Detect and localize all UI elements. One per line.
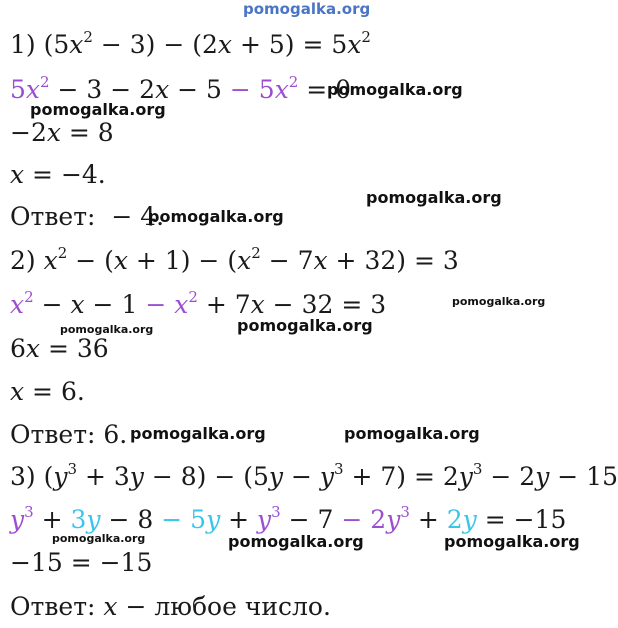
expression-text: − 5 (161, 505, 207, 534)
solution-line (10, 334, 109, 364)
watermark: pomogalka.org (452, 295, 546, 308)
expression-text: + 5) = 5 (232, 30, 348, 59)
expression-text: − 15 (549, 462, 618, 491)
expression-text: − 32 = 3 (264, 290, 387, 319)
variable: x (10, 290, 25, 319)
expression-text: − 3 − 2 (49, 75, 156, 104)
expression-text: − 8 (100, 505, 162, 534)
variable: x (313, 246, 328, 275)
expression-text: = 8 (60, 118, 114, 147)
variable: x (347, 30, 362, 59)
expression-text: 1) (5 (10, 30, 70, 59)
expression-text: 2 (446, 505, 463, 534)
variable: x (155, 75, 170, 104)
exponent: 2 (83, 28, 93, 46)
exponent: 3 (67, 460, 78, 478)
variable: x (70, 290, 85, 319)
variable: y (462, 505, 477, 534)
solution-line (10, 505, 566, 535)
variable: x (217, 30, 233, 59)
watermark: pomogalka.org (237, 316, 373, 335)
expression-text: 6 (10, 334, 26, 363)
variable: x (10, 377, 25, 406)
solution-line (10, 548, 152, 578)
variable: x (250, 290, 265, 319)
expression-text: − (283, 462, 320, 491)
expression-text: − 1 (84, 290, 146, 319)
expression-text: − 2 (341, 505, 387, 534)
expression-text: 3) ( (10, 462, 54, 491)
expression-text: − (145, 290, 175, 319)
expression-text: − 5 (229, 75, 275, 104)
expression-text: + (33, 505, 71, 534)
expression-text: −2 (10, 118, 47, 147)
expression-text: + (220, 505, 258, 534)
expression-text: = 0 (298, 75, 352, 104)
watermark: pomogalka.org (130, 424, 266, 443)
exponent: 3 (271, 503, 281, 521)
variable: y (268, 462, 284, 491)
variable: y (458, 462, 473, 491)
watermark: pomogalka.org (148, 207, 284, 226)
solution-line (10, 377, 85, 407)
exponent: 2 (24, 288, 34, 306)
exponent: 3 (334, 460, 344, 478)
watermark: pomogalka.org (444, 532, 580, 551)
solution-line (10, 462, 618, 492)
expression-text: + 1) − ( (127, 246, 238, 275)
exponent: 2 (40, 73, 50, 91)
variable: x (113, 246, 128, 275)
exponent: 3 (24, 503, 34, 521)
expression-text: = −15 (476, 505, 567, 534)
variable: y (257, 505, 272, 534)
variable: x (69, 30, 84, 59)
expression-text: − ( (67, 246, 114, 275)
exponent: 2 (251, 244, 261, 262)
variable: x (25, 75, 41, 104)
watermark: pomogalka.org (52, 532, 146, 545)
variable: x (43, 246, 58, 275)
solution-line (10, 118, 114, 148)
watermark: pomogalka.org (327, 80, 463, 99)
exponent: 3 (400, 503, 410, 521)
watermark: pomogalka.org (228, 532, 364, 551)
watermark: pomogalka.org (366, 188, 502, 207)
watermark-top: pomogalka.org (243, 0, 371, 18)
variable: y (129, 462, 144, 491)
answer-line (10, 420, 127, 450)
watermark: pomogalka.org (60, 323, 154, 336)
expression-text: = 6. (24, 377, 85, 406)
expression-text: − 5 (169, 75, 230, 104)
watermark: pomogalka.org (30, 100, 166, 119)
solution-line (10, 246, 459, 276)
solution-line (10, 160, 106, 190)
answer-line (10, 592, 331, 622)
expression-text: 5 (10, 75, 26, 104)
variable: x (274, 75, 289, 104)
variable: y (386, 505, 401, 534)
variable: x (25, 334, 41, 363)
expression-text: − 3) − (2 (92, 30, 218, 59)
variable: y (535, 462, 550, 491)
variable: x (237, 246, 252, 275)
expression-text: − 2 (482, 462, 536, 491)
expression-text: −15 = −15 (10, 548, 153, 577)
exponent: 2 (57, 244, 68, 262)
variable: x (46, 118, 61, 147)
exponent: 2 (288, 73, 299, 91)
watermark: pomogalka.org (344, 424, 480, 443)
variable: y (319, 462, 334, 491)
exponent: 2 (361, 28, 371, 46)
expression-text: − 7 (280, 505, 342, 534)
exponent: 3 (472, 460, 483, 478)
expression-text: Ответ: (10, 592, 104, 621)
expression-text: − 7 (260, 246, 314, 275)
solution-line (10, 30, 371, 60)
expression-text: = −4. (24, 160, 106, 189)
variable: y (53, 462, 68, 491)
variable: y (86, 505, 101, 534)
variable: y (206, 505, 221, 534)
expression-text: + 7 (197, 290, 251, 319)
variable: y (10, 505, 25, 534)
expression-text: 2) (10, 246, 44, 275)
variable: x (10, 160, 25, 189)
expression-text: + 7) = 2 (343, 462, 459, 491)
variable: x (103, 592, 118, 621)
expression-text: Ответ: 6. (10, 420, 128, 449)
exponent: 2 (188, 288, 198, 306)
expression-text: + 3 (77, 462, 130, 491)
expression-text: − (33, 290, 71, 319)
expression-text: 3 (70, 505, 87, 534)
answer-line (10, 202, 164, 232)
expression-text: + 32) = 3 (327, 246, 459, 275)
expression-text: + (409, 505, 447, 534)
expression-text: = 36 (40, 334, 109, 363)
expression-text: − 8) − (5 (143, 462, 269, 491)
variable: x (174, 290, 189, 319)
expression-text: − любое число. (117, 592, 331, 621)
expression-text: Ответ: − 4. (10, 202, 165, 231)
